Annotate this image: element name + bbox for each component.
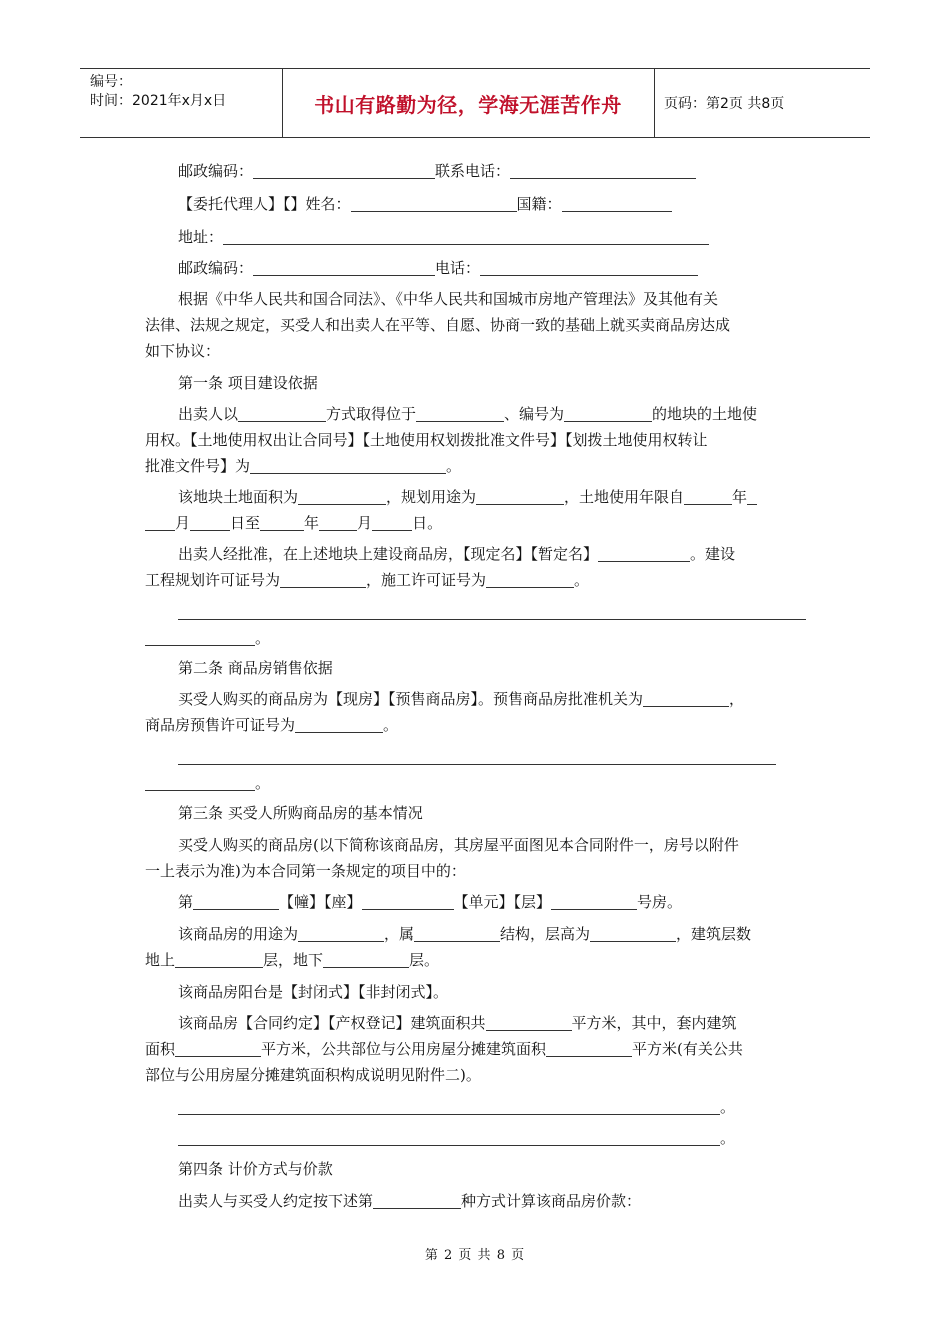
- postal-code-blank[interactable]: [253, 162, 435, 179]
- text: 层。: [409, 951, 440, 969]
- paragraph-line: [178, 746, 776, 768]
- fill-blank[interactable]: [178, 1129, 720, 1146]
- text: ，建筑层数: [676, 925, 752, 943]
- text: 、编号为: [504, 405, 565, 423]
- fill-blank[interactable]: [362, 893, 454, 910]
- text: 。: [720, 1129, 736, 1147]
- text: 平方米，其中，套内建筑: [571, 1014, 737, 1032]
- text: 工程规划许可证号为: [145, 571, 281, 589]
- fill-blank[interactable]: [546, 1040, 632, 1057]
- paragraph-line: [178, 891, 682, 913]
- paragraph-line: 该商品房阳台是【封闭式】【非封闭式】。: [178, 983, 449, 1001]
- postal-phone-line-2: [178, 257, 698, 279]
- text: 面积: [145, 1040, 176, 1058]
- text: 结构，层高为: [500, 925, 591, 943]
- fill-blank[interactable]: [373, 1192, 461, 1209]
- text: 。建设: [690, 545, 736, 563]
- text: 。: [574, 571, 590, 589]
- address-label: 地址：: [178, 228, 224, 246]
- text: 出卖人与买受人约定按下述第: [178, 1192, 374, 1210]
- fill-blank[interactable]: [476, 488, 564, 505]
- text: 平方米，公共部位与公用房屋分摊建筑面积: [261, 1040, 547, 1058]
- document-time-label: 时间：2021年x月x日: [90, 93, 227, 109]
- paragraph-line: [145, 949, 439, 971]
- document-number-label: 编号：: [90, 74, 132, 90]
- text: 出卖人以: [178, 405, 239, 423]
- text: 种方式计算该商品房价款：: [461, 1192, 642, 1210]
- postal-code-label: 邮政编码：: [178, 259, 254, 277]
- article-1-heading: 第一条 项目建设依据: [178, 374, 318, 392]
- header-meta: [90, 73, 226, 111]
- paragraph-line: [178, 1012, 737, 1034]
- paragraph-line: [145, 455, 461, 477]
- fill-blank[interactable]: [486, 571, 574, 588]
- paragraph-line: [178, 688, 744, 710]
- paragraph-line: [178, 1127, 735, 1149]
- agent-line: [178, 193, 672, 215]
- text: 买受人购买的商品房为【现房】【预售商品房】。预售商品房批准机关为: [178, 690, 644, 708]
- text: 【幢】【座】: [279, 893, 362, 911]
- text: 年: [732, 488, 748, 506]
- paragraph-line: [178, 403, 757, 425]
- nationality-blank[interactable]: [562, 195, 672, 212]
- postal-code-label: 邮政编码：: [178, 162, 254, 180]
- header-divider: [654, 69, 655, 137]
- paragraph-line: [178, 1096, 735, 1118]
- fill-blank[interactable]: [372, 514, 412, 531]
- fill-blank[interactable]: [747, 488, 757, 505]
- fill-blank[interactable]: [414, 925, 500, 942]
- text: 该地块土地面积为: [178, 488, 299, 506]
- phone-label: 联系电话：: [435, 162, 511, 180]
- fill-blank[interactable]: [598, 545, 690, 562]
- fill-blank[interactable]: [298, 925, 384, 942]
- text: 年: [304, 514, 320, 532]
- paragraph-line: 如下协议：: [145, 342, 221, 360]
- paragraph-line: [145, 772, 270, 794]
- header-motto: 书山有路勤为径，学海无涯苦作舟: [314, 92, 622, 117]
- text: 层，地下: [263, 951, 324, 969]
- nationality-label: 国籍：: [516, 195, 562, 213]
- agent-name-blank[interactable]: [351, 195, 517, 212]
- fill-blank[interactable]: [564, 405, 652, 422]
- fill-blank[interactable]: [551, 893, 637, 910]
- text: 【单元】【层】: [453, 893, 552, 911]
- article-2-heading: 第二条 商品房销售依据: [178, 659, 333, 677]
- address-blank[interactable]: [223, 228, 709, 245]
- text: 第: [178, 893, 194, 911]
- text: 方式取得位于: [326, 405, 417, 423]
- fill-blank[interactable]: [250, 457, 446, 474]
- fill-blank[interactable]: [145, 514, 175, 531]
- fill-blank[interactable]: [145, 774, 255, 791]
- header-page-number: 页码：第2页 共8页: [664, 96, 785, 112]
- page-footer: 第 2 页 共 8 页: [424, 1248, 526, 1263]
- fill-blank[interactable]: [590, 925, 676, 942]
- text: ，: [729, 690, 745, 708]
- text: 。: [255, 774, 271, 792]
- address-line: [178, 226, 709, 248]
- text: ，属: [384, 925, 415, 943]
- text: 商品房预售许可证号为: [145, 716, 296, 734]
- phone-label: 电话：: [435, 259, 481, 277]
- paragraph-line: [178, 1190, 641, 1212]
- fill-blank[interactable]: [175, 1040, 261, 1057]
- paragraph-line: [178, 543, 735, 565]
- paragraph-line: 部位与公用房屋分摊建筑面积构成说明见附件二)。: [145, 1066, 481, 1084]
- text: 地上: [145, 951, 176, 969]
- text: 日。: [412, 514, 443, 532]
- text: 该商品房的用途为: [178, 925, 299, 943]
- text: 平方米(有关公共: [632, 1040, 743, 1058]
- fill-blank[interactable]: [643, 690, 729, 707]
- paragraph-line: 法律、法规之规定，买受人和出卖人在平等、自愿、协商一致的基础上就买卖商品房达成: [145, 316, 731, 334]
- paragraph-line: 根据《中华人民共和国合同法》、《中华人民共和国城市房地产管理法》及其他有关: [178, 290, 719, 308]
- text: 日至: [230, 514, 261, 532]
- postal-code-blank[interactable]: [253, 259, 435, 276]
- paragraph-line: [145, 512, 442, 534]
- paragraph-line: [145, 569, 589, 591]
- paragraph-line: [178, 923, 751, 945]
- text: ，土地使用年限自: [564, 488, 685, 506]
- phone-blank[interactable]: [480, 259, 698, 276]
- paragraph-line: 用权。【土地使用权出让合同号】【土地使用权划拨批准文件号】【划拨土地使用权转让: [145, 431, 708, 449]
- fill-blank[interactable]: [178, 1098, 720, 1115]
- article-3-heading: 第三条 买受人所购商品房的基本情况: [178, 804, 423, 822]
- text: 月: [175, 514, 191, 532]
- postal-phone-line: [178, 160, 696, 182]
- paragraph-line: [178, 486, 757, 508]
- fill-blank[interactable]: [280, 571, 366, 588]
- paragraph-line: [145, 627, 270, 649]
- fill-blank[interactable]: [145, 629, 255, 646]
- text: 。: [255, 629, 271, 647]
- fill-blank[interactable]: [684, 488, 732, 505]
- text: 月: [357, 514, 373, 532]
- text: 。: [446, 457, 462, 475]
- text: 批准文件号】为: [145, 457, 251, 475]
- text: 。: [383, 716, 399, 734]
- fill-blank[interactable]: [175, 951, 263, 968]
- fill-blank[interactable]: [298, 488, 386, 505]
- fill-blank[interactable]: [323, 951, 409, 968]
- fill-blank[interactable]: [193, 893, 279, 910]
- text: 该商品房【合同约定】【产权登记】建筑面积共: [178, 1014, 486, 1032]
- text: 号房。: [637, 893, 683, 911]
- paragraph-line: 买受人购买的商品房(以下简称该商品房，其房屋平面图见本合同附件一，房号以附件: [178, 836, 739, 854]
- text: ，规划用途为: [386, 488, 477, 506]
- text: 出卖人经批准，在上述地块上建设商品房，【现定名】【暂定名】: [178, 545, 599, 563]
- fill-blank[interactable]: [238, 405, 326, 422]
- text: 。: [720, 1098, 736, 1116]
- paragraph-line: 一上表示为准)为本合同第一条规定的项目中的：: [145, 862, 466, 880]
- fill-blank[interactable]: [190, 514, 230, 531]
- phone-blank[interactable]: [510, 162, 696, 179]
- text: ，施工许可证号为: [366, 571, 487, 589]
- paragraph-line: [145, 1038, 743, 1060]
- fill-blank[interactable]: [178, 748, 776, 765]
- fill-blank[interactable]: [319, 514, 357, 531]
- agent-name-label: 【委托代理人】【】姓名：: [178, 195, 351, 213]
- paragraph-line: [178, 601, 806, 623]
- article-4-heading: 第四条 计价方式与价款: [178, 1160, 333, 1178]
- fill-blank[interactable]: [178, 603, 806, 620]
- fill-blank[interactable]: [260, 514, 304, 531]
- paragraph-line: [145, 714, 398, 736]
- fill-blank[interactable]: [416, 405, 504, 422]
- text: 的地块的土地使: [652, 405, 758, 423]
- fill-blank[interactable]: [486, 1014, 572, 1031]
- page-header: [80, 68, 870, 138]
- fill-blank[interactable]: [295, 716, 383, 733]
